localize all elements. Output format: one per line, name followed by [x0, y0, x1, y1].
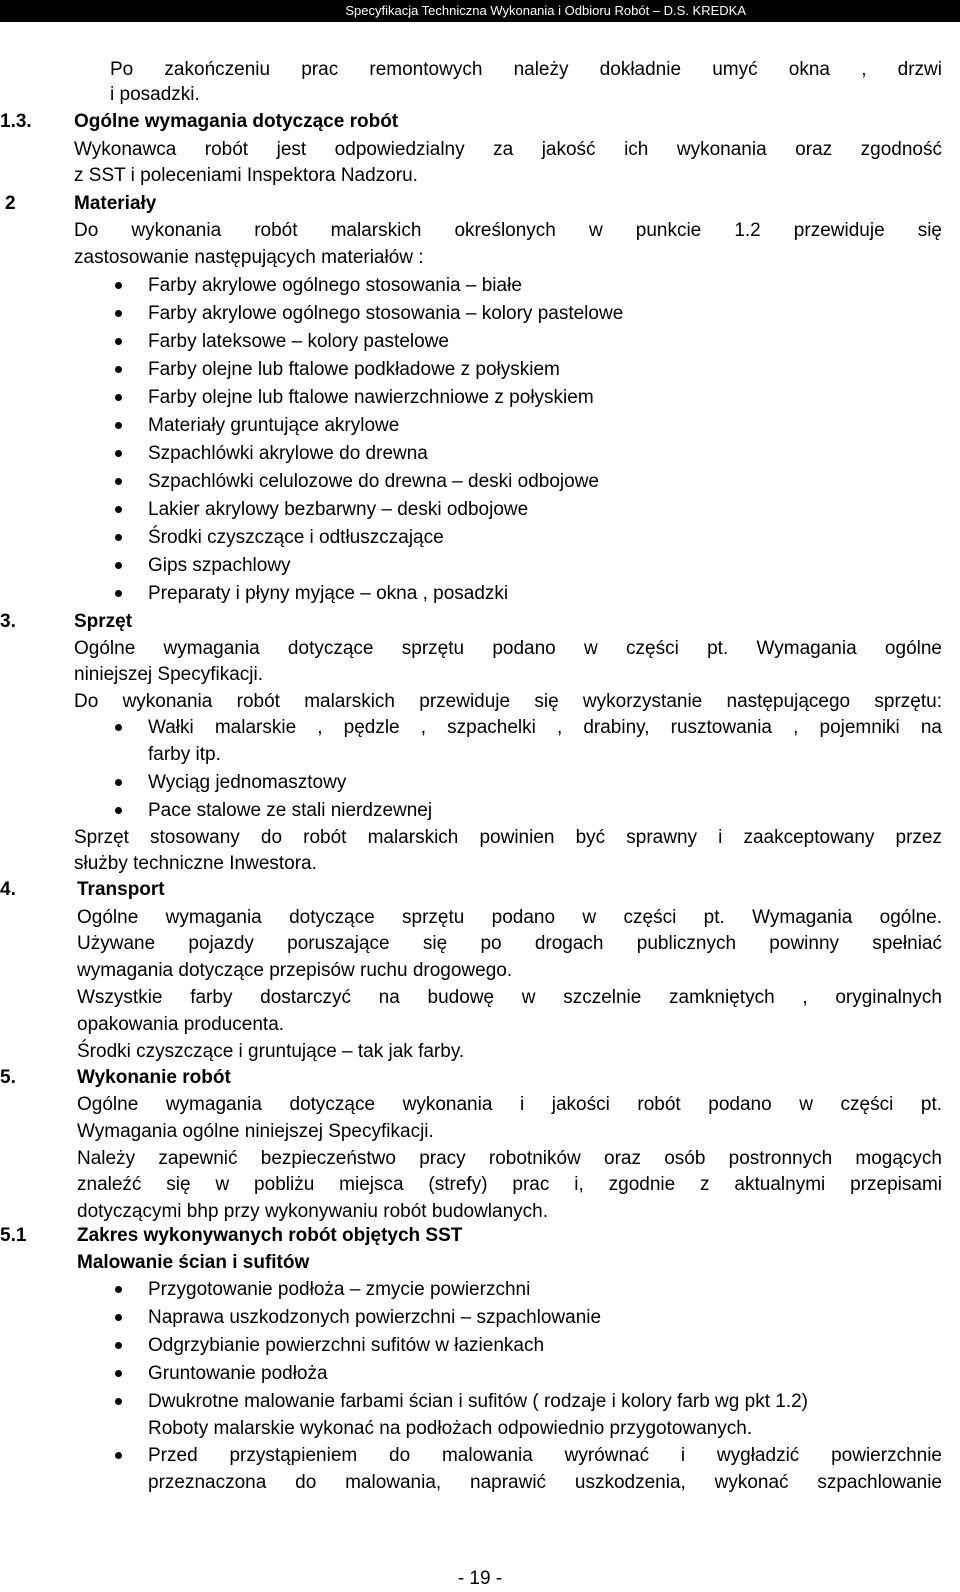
page-header: [0, 0, 960, 22]
bullet: [115, 422, 122, 429]
section-title-5-1: Zakres wykonywanych robót objętych SST: [77, 1225, 463, 1246]
bullet: [115, 366, 122, 373]
bullet: [115, 807, 122, 814]
list-item: Lakier akrylowy bezbarwny – deski odbojowe: [148, 499, 529, 520]
list-item: Środki czyszczące i odtłuszczające: [148, 527, 444, 548]
section-3-line-1: Ogólne wymagania dotyczące sprzętu podano w części pt. Wymagania ogólne: [74, 638, 942, 659]
bullet: [115, 506, 122, 513]
section-2-line-1: Do wykonania robót malarskich określonych w punkcie 1.2 przewiduje się: [74, 220, 942, 241]
list-item-continuation: przeznaczona do malowania, naprawić uszkodzenia, wykonać szpachlowanie: [148, 1472, 942, 1493]
list-item: Gruntowanie podłoża: [148, 1363, 328, 1384]
header-title: Specyfikacja Techniczna Wykonania i Odbioru Robót – D.S. KREDKA: [345, 3, 746, 18]
bullet: [115, 310, 122, 317]
list-item: Materiały gruntujące akrylowe: [148, 415, 400, 436]
bullet: [115, 1452, 122, 1459]
section-number-2: 2: [5, 193, 16, 214]
section-3-line-3: Do wykonania robót malarskich przewiduje się wykorzystanie następującego sprzętu:: [74, 691, 942, 712]
bullet: [115, 724, 122, 731]
list-item-continuation: farby itp.: [148, 744, 221, 765]
bullet: [115, 1314, 122, 1321]
section-title-5: Wykonanie robót: [77, 1067, 231, 1088]
list-item: Farby akrylowe ogólnego stosowania – kolory pastelowe: [148, 303, 624, 324]
bullet: [115, 394, 122, 401]
bullet: [115, 1286, 122, 1293]
intro-line-1: Po zakończeniu prac remontowych należy dokładnie umyć okna , drzwi: [110, 59, 942, 80]
list-item: Pace stalowe ze stali nierdzewnej: [148, 800, 433, 821]
bullet: [115, 450, 122, 457]
list-item-continuation: Roboty malarskie wykonać na podłożach odpowiednio przygotowanych.: [148, 1418, 753, 1439]
section-4-line-2: Używane pojazdy poruszające się po drogach publicznych powinny spełniać: [77, 933, 942, 954]
section-1-3-line-1: Wykonawca robót jest odpowiedzialny za jakość ich wykonania oraz zgodność: [74, 139, 942, 160]
section-4-line-3: wymagania dotyczące przepisów ruchu drogowego.: [77, 960, 513, 981]
section-number-5-1: 5.1: [0, 1225, 27, 1246]
bullet: [115, 478, 122, 485]
list-item: Gips szpachlowy: [148, 555, 291, 576]
list-item: Farby akrylowe ogólnego stosowania – białe: [148, 275, 522, 296]
section-4-line-4: Wszystkie farby dostarczyć na budowę w szczelnie zamkniętych , oryginalnych: [77, 987, 942, 1008]
list-item: Farby olejne lub ftalowe nawierzchniowe z połyskiem: [148, 387, 594, 408]
section-number-3: 3.: [0, 611, 16, 632]
intro-line-2: i posadzki.: [110, 84, 200, 105]
bullet: [115, 1398, 122, 1405]
bullet: [115, 282, 122, 289]
bullet: [115, 779, 122, 786]
bullet: [115, 1342, 122, 1349]
list-item: Przygotowanie podłoża – zmycie powierzchni: [148, 1279, 531, 1300]
section-5-line-4: znaleźć się w pobliżu miejsca (strefy) prac i, zgodnie z aktualnymi przepisami: [77, 1174, 942, 1195]
section-5-line-5: dotyczącymi bhp przy wykonywaniu robót budowlanych.: [77, 1201, 549, 1222]
bullet: [115, 534, 122, 541]
section-4-line-1: Ogólne wymagania dotyczące sprzętu podano w części pt. Wymagania ogólne.: [77, 907, 942, 928]
list-item: Szpachlówki akrylowe do drewna: [148, 443, 428, 464]
section-4-line-5: opakowania producenta.: [77, 1014, 285, 1035]
section-3-line-2: niniejszej Specyfikacji.: [74, 664, 264, 685]
section-5-line-1: Ogólne wymagania dotyczące wykonania i jakości robót podano w części pt.: [77, 1094, 942, 1115]
page-number: - 19 -: [457, 1568, 503, 1589]
list-item: Szpachlówki celulozowe do drewna – deski odbojowe: [148, 471, 599, 492]
section-title-1-3: Ogólne wymagania dotyczące robót: [74, 111, 399, 132]
subsection-title: Malowanie ścian i sufitów: [77, 1252, 310, 1273]
section-5-line-3: Należy zapewnić bezpieczeństwo pracy robotników oraz osób postronnych mogących: [77, 1148, 942, 1169]
list-item: Wyciąg jednomasztowy: [148, 772, 347, 793]
list-item: Farby olejne lub ftalowe podkładowe z połyskiem: [148, 359, 560, 380]
list-item: Naprawa uszkodzonych powierzchni – szpachlowanie: [148, 1307, 602, 1328]
section-2-line-2: zastosowanie następujących materiałów :: [74, 247, 424, 268]
bullet: [115, 1370, 122, 1377]
list-item: Farby lateksowe – kolory pastelowe: [148, 331, 449, 352]
list-item: Wałki malarskie , pędzle , szpachelki , drabiny, rusztowania , pojemniki na: [148, 717, 942, 738]
section-title-4: Transport: [77, 879, 165, 900]
section-3-line-4: Sprzęt stosowany do robót malarskich powinien być sprawny i zaakceptowany przez: [74, 827, 942, 848]
bullet: [115, 338, 122, 345]
list-item: Odgrzybianie powierzchni sufitów w łazienkach: [148, 1335, 545, 1356]
section-number-5: 5.: [0, 1067, 16, 1088]
list-item: Przed przystąpieniem do malowania wyrównać i wygładzić powierzchnie: [148, 1445, 942, 1466]
section-title-2: Materiały: [74, 193, 157, 214]
section-5-line-2: Wymagania ogólne niniejszej Specyfikacji.: [77, 1121, 434, 1142]
section-title-3: Sprzęt: [74, 611, 133, 632]
section-number-4: 4.: [0, 879, 16, 900]
bullet: [115, 562, 122, 569]
section-4-line-6: Środki czyszczące i gruntujące – tak jak farby.: [77, 1041, 465, 1062]
section-number-1-3: 1.3.: [0, 111, 32, 132]
bullet: [115, 590, 122, 597]
section-3-line-5: służby techniczne Inwestora.: [74, 853, 317, 874]
list-item: Preparaty i płyny myjące – okna , posadzki: [148, 583, 509, 604]
list-item: Dwukrotne malowanie farbami ścian i sufitów ( rodzaje i kolory farb wg pkt 1.2): [148, 1391, 808, 1412]
section-1-3-line-2: z SST i poleceniami Inspektora Nadzoru.: [74, 165, 418, 186]
